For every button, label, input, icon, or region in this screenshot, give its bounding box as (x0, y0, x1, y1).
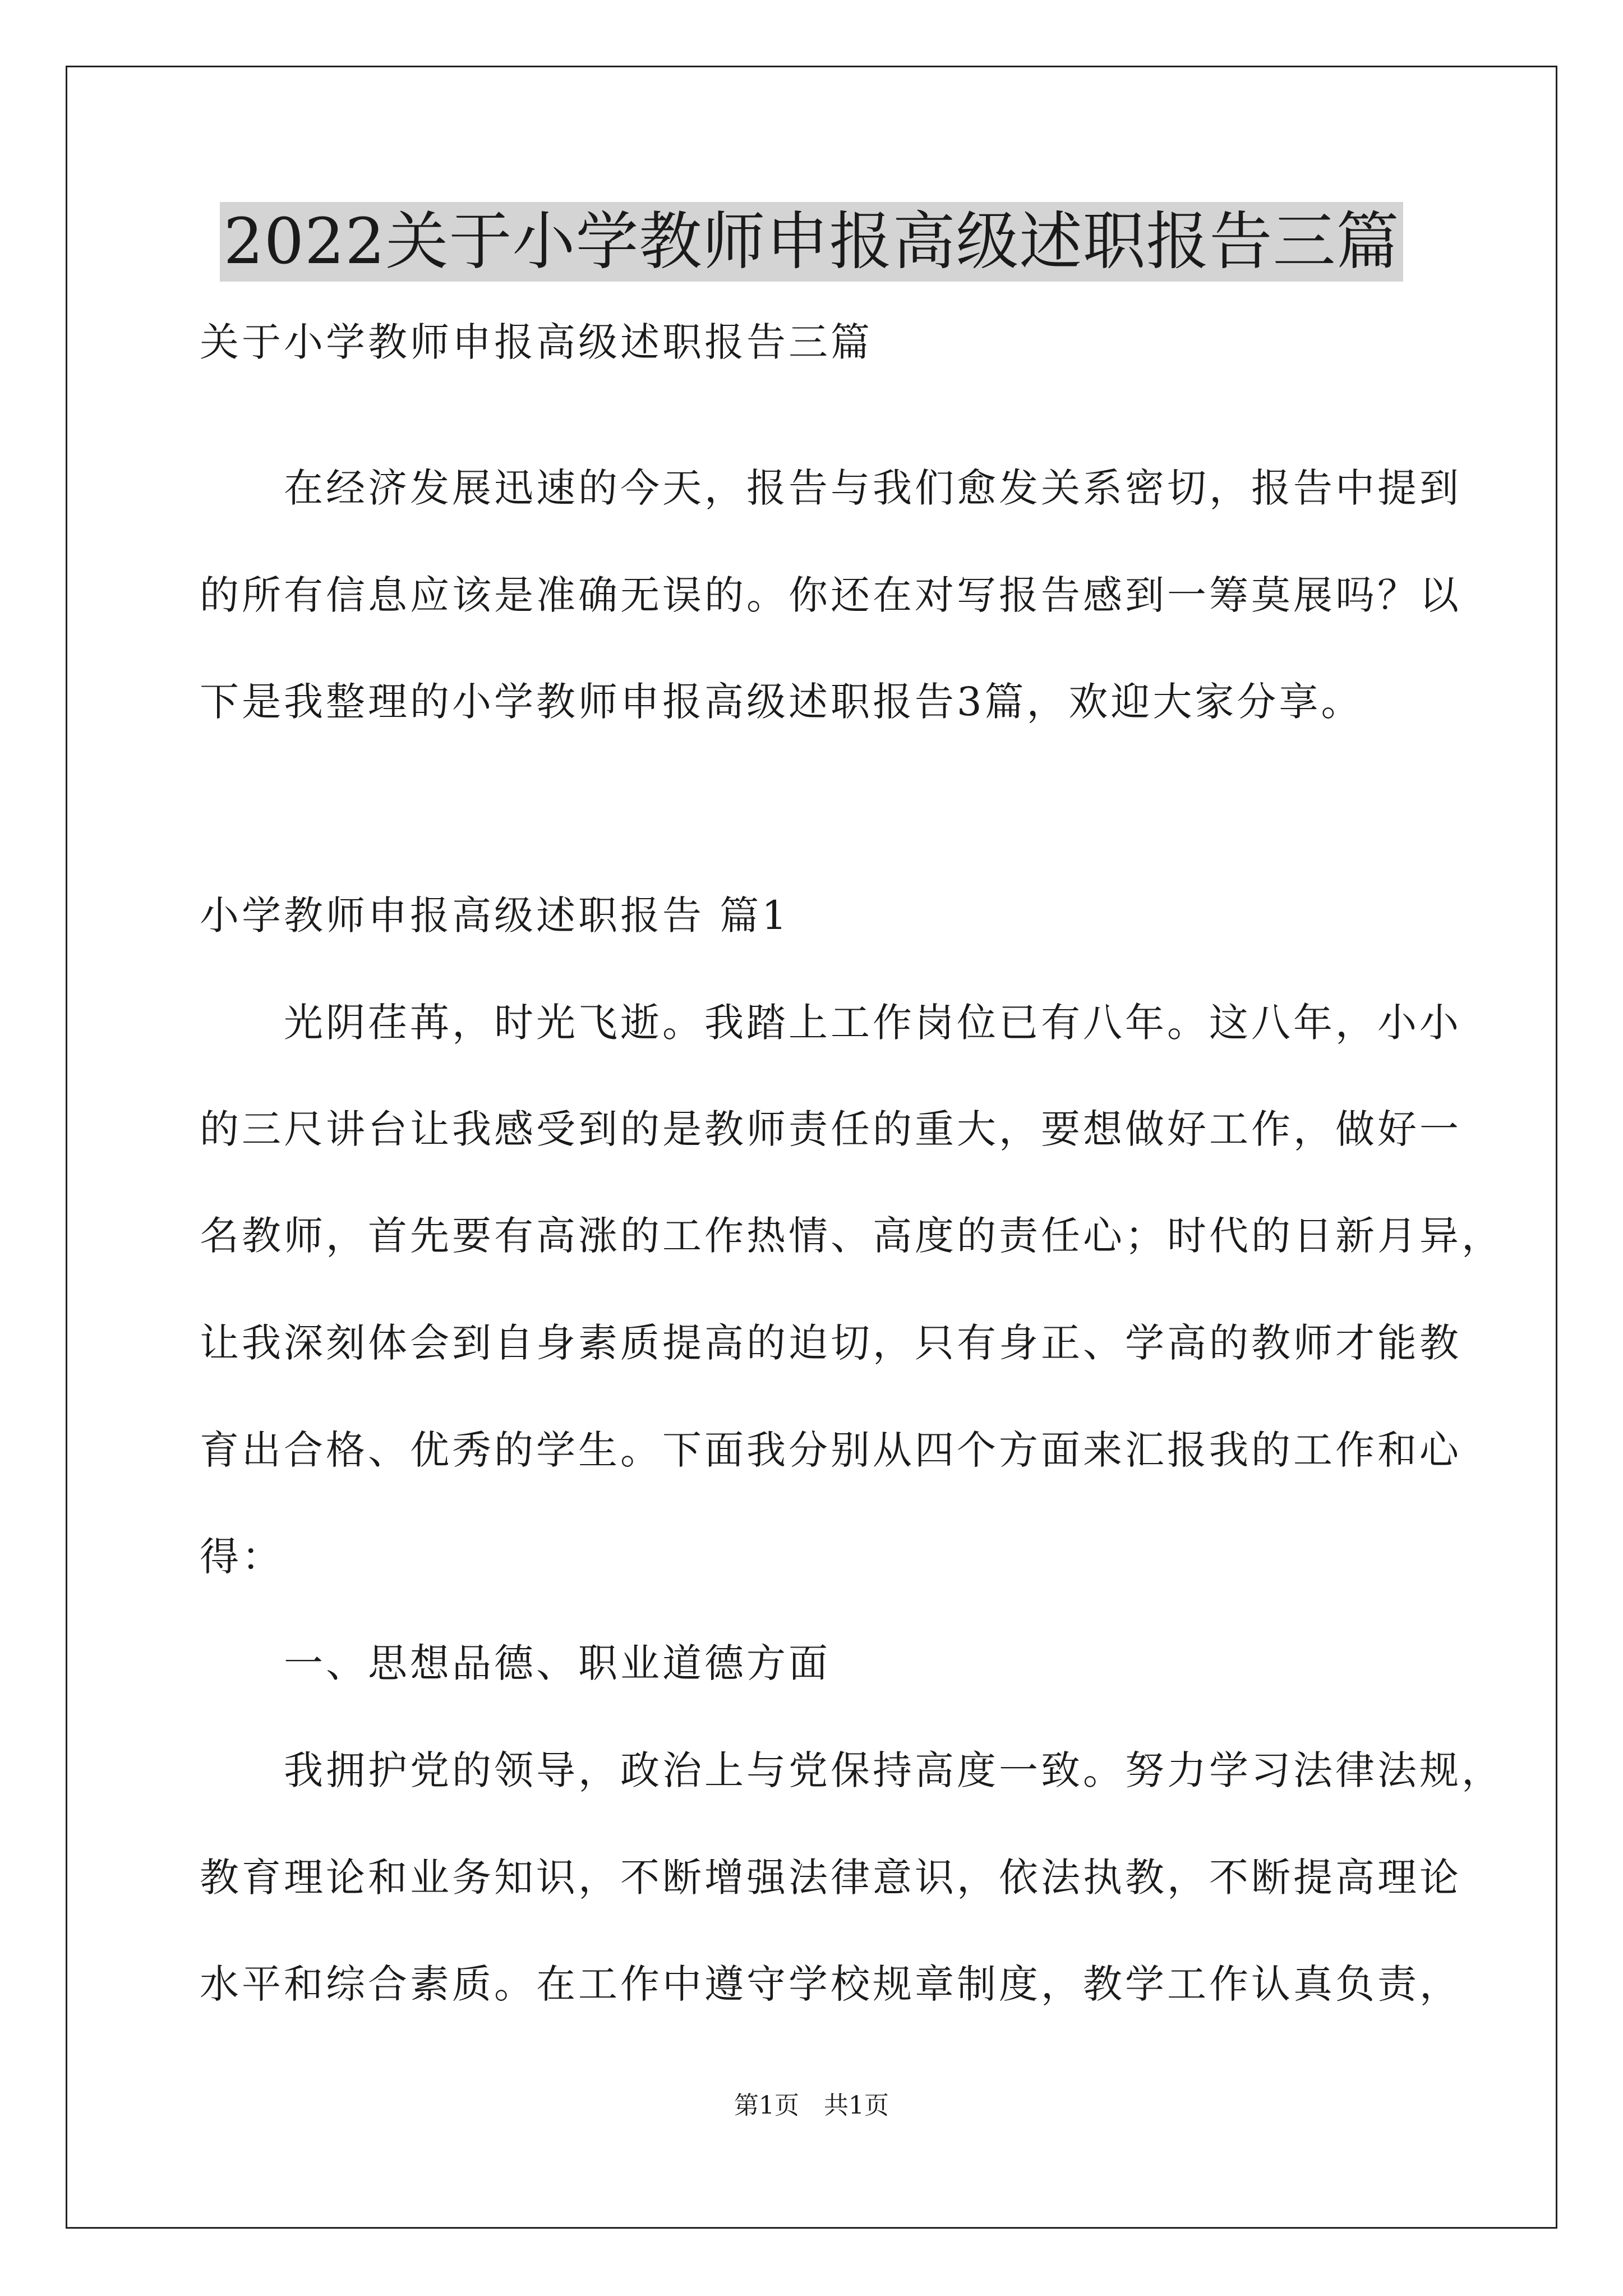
document-title: 2022关于小学教师申报高级述职报告三篇 (220, 202, 1403, 282)
intro-line: 在经济发展迅速的今天，报告与我们愈发关系密切，报告中提到 (284, 465, 1461, 511)
body-line: 名教师，首先要有高涨的工作热情、高度的责任心；时代的日新月异， (200, 1213, 1504, 1259)
body-line: 让我深刻体会到自身素质提高的迫切，只有身正、学高的教师才能教 (200, 1320, 1461, 1366)
intro-line: 下是我整理的小学教师申报高级述职报告3篇，欢迎大家分享。 (200, 679, 1363, 725)
title-container (0, 202, 1623, 282)
document-subtitle: 关于小学教师申报高级述职报告三篇 (200, 319, 873, 365)
body-line: 水平和综合素质。在工作中遵守学校规章制度，教学工作认真负责， (200, 1961, 1461, 2007)
body-line: 教育理论和业务知识，不断增强法律意识，依法执教，不断提高理论 (200, 1855, 1461, 1901)
body-line: 得： (200, 1534, 284, 1580)
body-line: 光阴荏苒，时光飞逝。我踏上工作岗位已有八年。这八年，小小 (284, 1000, 1461, 1046)
point-heading: 一、思想品德、职业道德方面 (284, 1640, 831, 1686)
page-footer: 第1页 共1页 (734, 2091, 889, 2120)
body-line: 育出合格、优秀的学生。下面我分别从四个方面来汇报我的工作和心 (200, 1427, 1461, 1473)
body-line: 的三尺讲台让我感受到的是教师责任的重大，要想做好工作，做好一 (200, 1106, 1461, 1152)
section-heading: 小学教师申报高级述职报告 篇1 (200, 892, 790, 938)
intro-line: 的所有信息应该是准确无误的。你还在对写报告感到一筹莫展吗？以 (200, 572, 1461, 618)
body-line: 我拥护党的领导，政治上与党保持高度一致。努力学习法律法规， (284, 1747, 1504, 1793)
